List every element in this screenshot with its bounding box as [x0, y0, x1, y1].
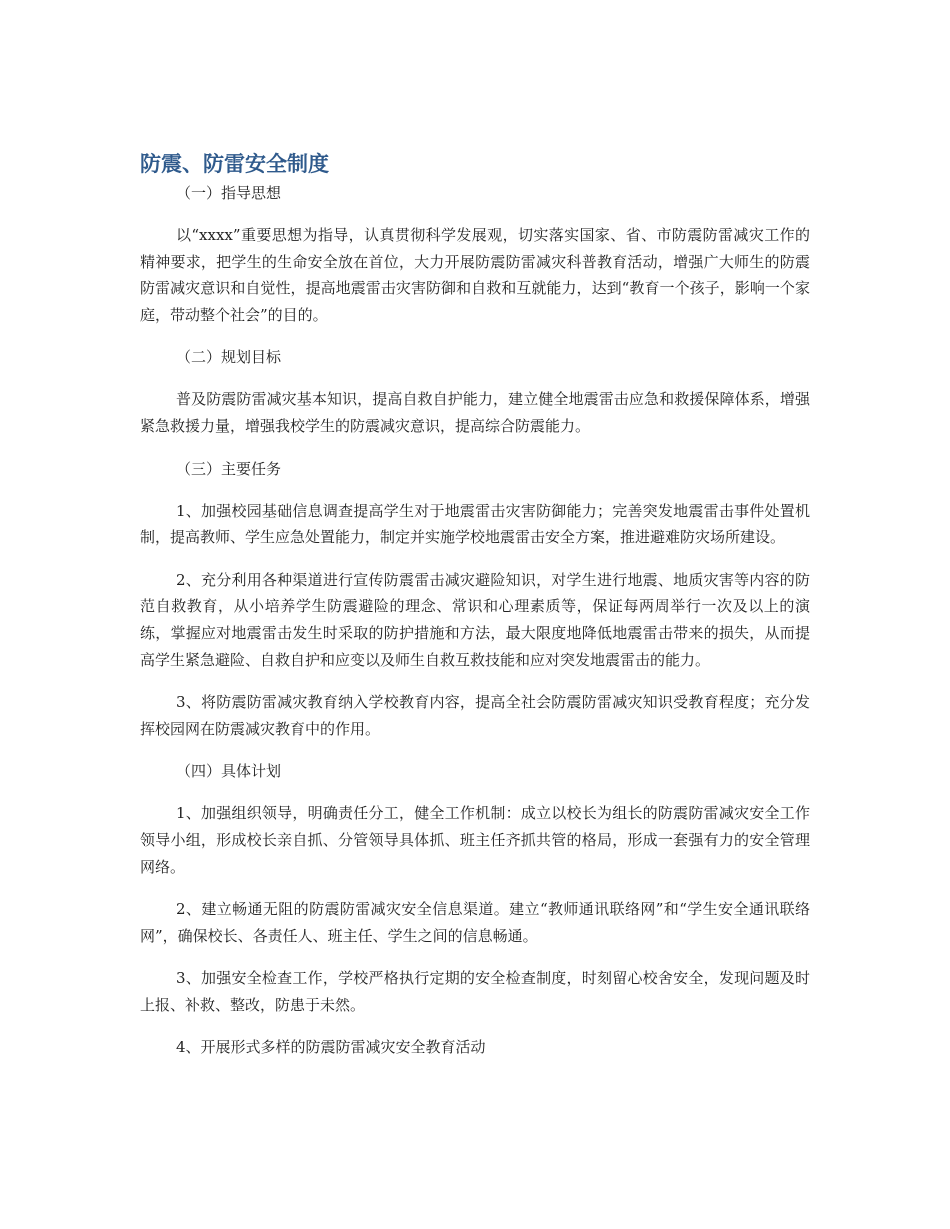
paragraph: 3、将防震防雷减灾教育纳入学校教育内容，提高全社会防震防雷减灾知识受教育程度；充分发挥校园网在防震减灾教育中的作用。: [140, 693, 810, 738]
paragraph: 1、加强校园基础信息调查提高学生对于地震雷击灾害防御能力；完善突发地震雷击事件处置机制，提高教师、学生应急处置能力，制定并实施学校地震雷击安全方案，推进避难防灾场所建设。: [140, 501, 810, 547]
document-body: [140, 148, 810, 1061]
paragraph: 2、充分利用各种渠道进行宣传防震雷击减灾避险知识，对学生进行地震、地质灾害等内容的防范自救教育，从小培养学生防震避险的理念、常识和心理素质等，保证每两周举行一次及以上的演练，掌握应对地震雷击发生时采取的防护措施和方法，最大限度地降低地震雷击带来的损失，从而提高学生紧急避险、自救自护和应变以及师生自救互救技能和应对突发地震雷击的能力。: [140, 570, 810, 669]
paragraph: 3、加强安全检查工作，学校严格执行定期的安全检查制度，时刻留心校舍安全，发现问题及时上报、补救、整改，防患于未然。: [140, 969, 810, 1014]
paragraph: 以“xxxx”重要思想为指导，认真贯彻科学发展观，切实落实国家、省、市防震防雷减灾工作的精神要求，把学生的生命安全放在首位，大力开展防震防雷减灾科普教育活动，增强广大师生的防震防雷减灾意识和自觉性，提高地震雷击灾害防御和自救和互就能力，达到“教育一个孩子，影响一个家庭，带动整个社会”的目的。: [140, 226, 810, 324]
section-heading: （一）指导思想: [176, 184, 282, 202]
section-heading: （四）具体计划: [176, 762, 282, 781]
paragraph: 4、开展形式多样的防震防雷减灾安全教育活动: [176, 1038, 486, 1057]
paragraph: 普及防震防雷减灾基本知识，提高自救自护能力，建立健全地震雷击应急和救援保障体系，增强紧急救援力量，增强我校学生的防震减灾意识，提高综合防震能力。: [140, 390, 810, 435]
section-heading: （二）规划目标: [176, 348, 282, 367]
document-title: 防震、防雷安全制度: [140, 152, 329, 176]
section-heading: （三）主要任务: [176, 459, 282, 478]
paragraph: 2、建立畅通无阻的防震防雷减灾安全信息渠道。建立“教师通讯联络网”和“学生安全通讯联络网”，确保校长、各责任人、班主任、学生之间的信息畅通。: [140, 900, 810, 945]
paragraph: 1、加强组织领导，明确责任分工，健全工作机制：成立以校长为组长的防震防雷减灾安全工作领导小组，形成校长亲自抓、分管领导具体抓、班主任齐抓共管的格局，形成一套强有力的安全管理网络。: [140, 804, 810, 876]
